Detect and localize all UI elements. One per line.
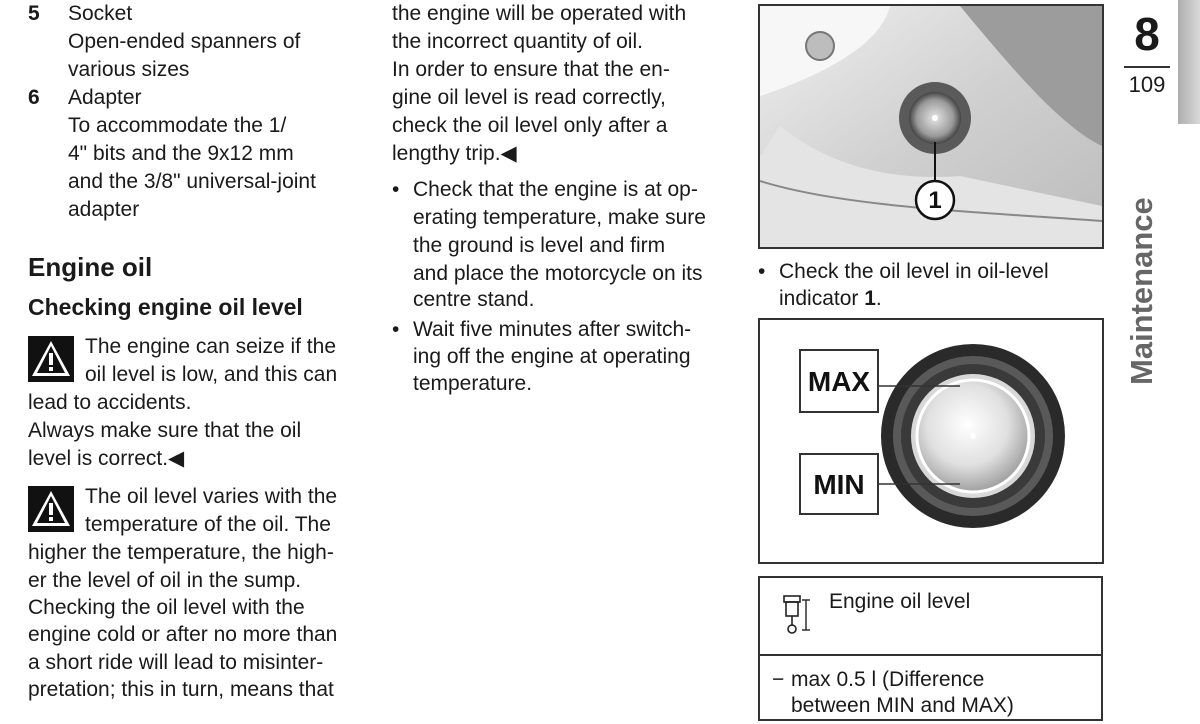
item-title: Socket [68,2,133,25]
item-title: Adapter [68,86,142,109]
reference-number: 1 [864,287,876,310]
bullet-text-part: indicator [779,287,865,310]
oil-level-photo [758,4,1104,249]
warning-text: temperature of the oil. The [85,513,331,536]
body-text: the engine will be operated with [392,2,687,25]
bullet-icon: • [758,260,766,283]
item-description: various sizes [68,58,190,81]
warning-text: lead to accidents. [28,391,192,414]
section-heading: Engine oil [28,252,153,282]
spec-title: Engine oil level [829,590,971,613]
bullet-text [779,285,882,313]
bullet-icon: • [392,178,400,201]
subsection-heading: Checking engine oil level [28,294,303,320]
item-description: Open-ended spanners of [68,30,301,53]
body-text: In order to ensure that the en- [392,58,670,81]
bullet-text: the ground is level and firm [413,234,666,257]
bullet-text: erating temperature, make sure [413,206,706,229]
chapter-number: 8 [1134,8,1160,60]
min-label: MIN [813,469,865,500]
bullet-icon: • [392,318,400,341]
bullet-text: Wait five minutes after switch- [413,318,692,341]
oil-indicator-diagram [758,318,1104,564]
warning-text: The engine can seize if the [85,335,336,358]
bullet-item [392,316,737,400]
bullet-item [758,258,1103,314]
warning-text: pretation; this in turn, means that [28,678,334,701]
warning-text: higher the temperature, the high- [28,541,334,564]
section-label: Maintenance [1124,197,1159,385]
item-description: 4" bits and the 9x12 mm [68,142,294,165]
body-text: the incorrect quantity of oil. [392,30,643,53]
warning-icon [28,486,74,532]
warning-text: engine cold or after no more than [28,623,338,646]
bullet-text-part: . [875,287,882,310]
bullet-item [392,176,737,316]
body-text: check the oil level only after a [392,114,668,137]
bullet-text: temperature. [413,372,533,395]
spec-table [758,576,1103,721]
warning-text: level is correct.◀ [28,447,185,470]
oil-level-icon [780,590,818,636]
bullet-text: Check the oil level in oil-level [779,260,1049,283]
spec-value: between MIN and MAX) [791,694,1014,717]
dash-icon: − [772,668,785,691]
item-5 [28,0,132,28]
item-6 [28,84,142,112]
item-description: adapter [68,198,140,221]
spec-value: max 0.5 l (Difference [791,668,985,691]
warning-icon [28,336,74,382]
body-text: lengthy trip.◀ [392,142,517,165]
warning-text: Always make sure that the oil [28,419,302,442]
item-number: 6 [28,86,40,109]
bullet-text: ing off the engine at operating [413,345,691,368]
max-label: MAX [807,366,871,397]
warning-text: a short ride will lead to misinter- [28,651,324,674]
callout-number: 1 [928,187,942,214]
item-description: and the 3/8" universal-joint [68,170,316,193]
item-number: 5 [28,2,40,25]
body-text: gine oil level is read correctly, [392,86,666,109]
warning-text: er the level of oil in the sump. [28,569,302,592]
tab-divider [1124,66,1170,68]
warning-text: Checking the oil level with the [28,596,305,619]
warning-text: The oil level varies with the [85,485,338,508]
bullet-text: centre stand. [413,288,535,311]
warning-text: oil level is low, and this can [85,363,338,386]
bullet-text: Check that the engine is at op- [413,178,698,201]
item-description: To accommodate the 1/ [68,114,287,137]
bullet-text: and place the motorcycle on its [413,262,703,285]
spec-divider [760,654,1101,656]
page-number: 109 [1128,72,1166,97]
